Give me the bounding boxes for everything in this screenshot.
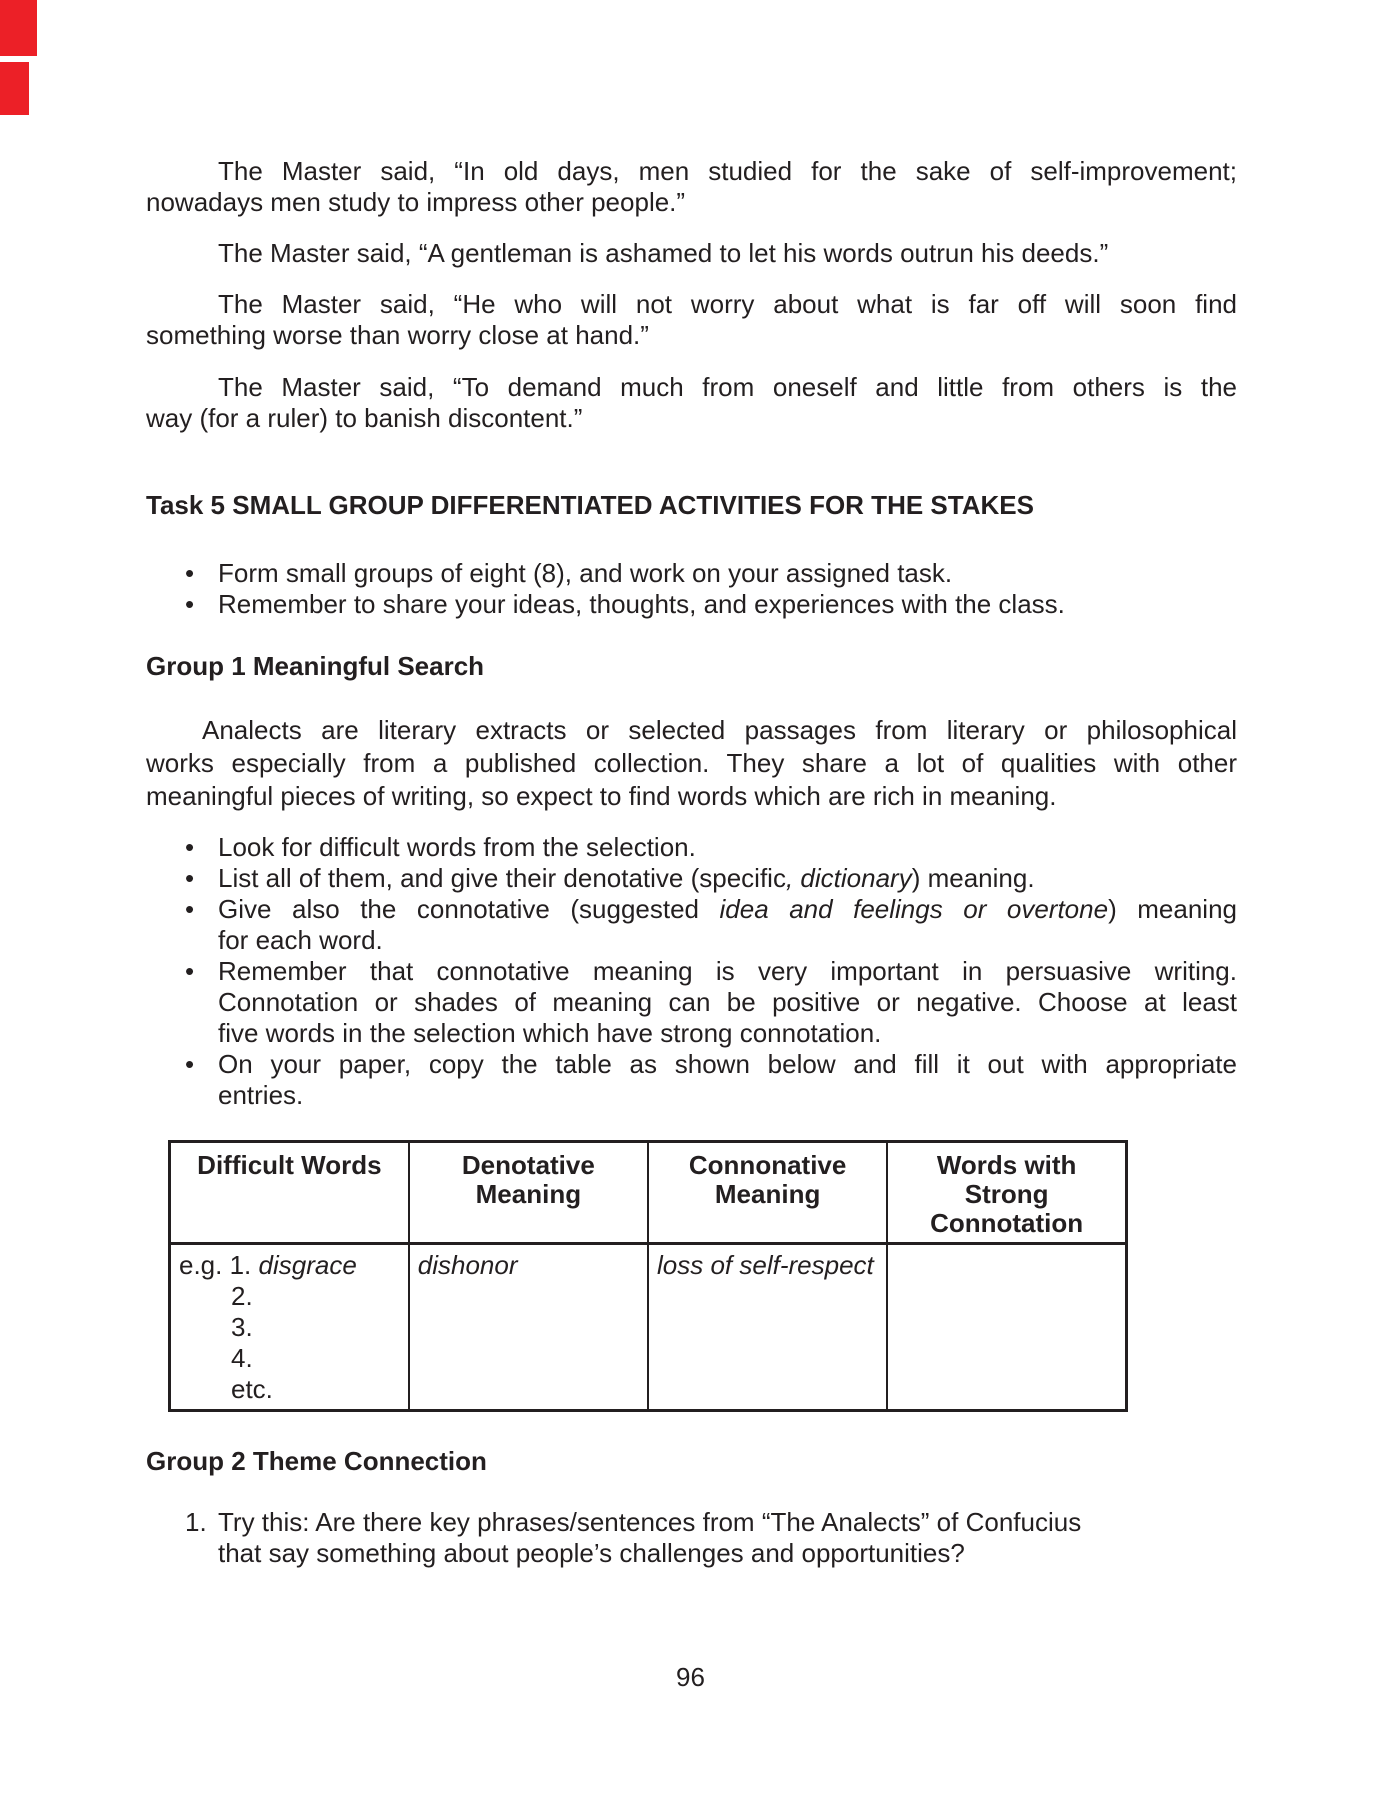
bullet-icon: • (185, 956, 195, 986)
connotation-table (168, 1140, 1128, 1412)
example-entry (179, 1250, 400, 1281)
text-run: entries. (218, 1080, 304, 1110)
list-item-text (218, 956, 1237, 987)
list-item-text (218, 1018, 1237, 1049)
text-run: Connotation or shades of meaning can be positive or negative. Choose at least (218, 987, 1237, 1017)
column-header-connonative-meaning: Connonative Meaning (648, 1142, 887, 1244)
intro-line: Analects are literary extracts or selected passages from literary or philosophical (202, 715, 1237, 745)
cell-words-strong-connotation (887, 1244, 1126, 1411)
text-run: Look for difficult words from the selection. (218, 832, 696, 862)
quote-line: The Master said, “In old days, men studied for the sake of self-improvement; (218, 156, 1237, 186)
quote-line: way (for a ruler) to banish discontent.” (146, 403, 583, 433)
quote-line: The Master said, “To demand much from oneself and little from others is the (218, 372, 1237, 402)
quote-paragraph-1 (146, 156, 1237, 218)
numbered-blank: 3. (231, 1312, 253, 1342)
text-run: ) meaning (1108, 894, 1237, 924)
list-item-text: Try this: Are there key phrases/sentences from “The Analects” of Confucius (218, 1507, 1082, 1537)
list-item-text (218, 863, 1237, 894)
list-item-text (218, 987, 1237, 1018)
page-number: 96 (676, 1662, 705, 1692)
list-item-text (218, 1080, 1237, 1111)
list-item (146, 832, 1237, 863)
cell-denotative-meaning: dishonor (409, 1244, 648, 1411)
cell-difficult-words (170, 1244, 409, 1411)
quote-line: nowadays men study to impress other people.” (146, 187, 686, 217)
list-number: 1. (185, 1507, 207, 1537)
group2-heading: Group 2 Theme Connection (146, 1446, 487, 1476)
text-run: On your paper, copy the table as shown below and fill it out with appropriate (218, 1049, 1237, 1079)
list-item-text (218, 832, 1237, 863)
italic-text-run: disgrace (258, 1250, 357, 1280)
bullet-icon: • (185, 558, 195, 588)
table-header-row (170, 1142, 1127, 1244)
bullet-icon: • (185, 894, 195, 924)
task5-bullet-list (146, 558, 1237, 620)
italic-text-run: , dictionary (785, 863, 912, 893)
bullet-icon: • (185, 863, 195, 893)
text-run: for each word. (218, 925, 383, 955)
numbered-blank: 2. (231, 1281, 253, 1311)
table-row (170, 1244, 1127, 1411)
numbered-blank: etc. (231, 1374, 273, 1404)
column-header-difficult-words: Difficult Words (170, 1142, 409, 1244)
list-item-text: Remember to share your ideas, thoughts, and experiences with the class. (218, 589, 1065, 619)
column-header-denotative-meaning: Denotative Meaning (409, 1142, 648, 1244)
numbered-blank: 4. (231, 1343, 253, 1373)
text-run: five words in the selection which have strong connotation. (218, 1018, 882, 1048)
intro-line: meaningful pieces of writing, so expect to find words which are rich in meaning. (146, 781, 1057, 811)
list-item (146, 894, 1237, 956)
list-item (146, 1507, 1237, 1569)
list-item (146, 558, 1237, 589)
quote-paragraph-4 (146, 372, 1237, 434)
quote-line: The Master said, “A gentleman is ashamed to let his words outrun his deeds.” (218, 238, 1109, 268)
task5-heading: Task 5 SMALL GROUP DIFFERENTIATED ACTIVITIES FOR THE STAKES (146, 490, 1034, 520)
list-item (146, 1049, 1237, 1111)
text-run: e.g. 1. (179, 1250, 259, 1280)
bullet-icon: • (185, 589, 195, 619)
text-run: ) meaning. (911, 863, 1035, 893)
quote-line: something worse than worry close at hand.” (146, 320, 649, 350)
list-item-text: Form small groups of eight (8), and work on your assigned task. (218, 558, 953, 588)
list-item-text (218, 925, 1237, 956)
scan-artifact-red-bar-top (0, 0, 37, 56)
column-header-words-strong-connotation: Words with Strong Connotation (887, 1142, 1126, 1244)
group1-bullet-list (146, 832, 1237, 1111)
text-run: Give also the connotative (suggested (218, 894, 720, 924)
bullet-icon: • (185, 832, 195, 862)
group2-numbered-list (146, 1507, 1237, 1569)
cell-connonative-meaning: loss of self-respect (648, 1244, 887, 1411)
group1-heading: Group 1 Meaningful Search (146, 651, 485, 681)
list-item (146, 956, 1237, 1049)
page-content (146, 156, 1237, 1569)
bullet-icon: • (185, 1049, 195, 1079)
text-run: Remember that connotative meaning is very important in persuasive writing. (218, 956, 1237, 986)
quote-paragraph-3 (146, 289, 1237, 351)
quote-line: The Master said, “He who will not worry about what is far off will soon find (218, 289, 1237, 319)
list-item-text (218, 1049, 1237, 1080)
group1-intro-paragraph (146, 714, 1237, 813)
quote-paragraph-2 (146, 238, 1237, 269)
intro-line: works especially from a published collection. They share a lot of qualities with other (146, 748, 1237, 778)
list-item-text: that say something about people’s challenges and opportunities? (218, 1538, 965, 1568)
text-run: List all of them, and give their denotative (specific (218, 863, 786, 893)
scan-artifact-red-bar-bottom (0, 62, 29, 115)
list-item (146, 589, 1237, 620)
list-item (146, 863, 1237, 894)
list-item-text (218, 894, 1237, 925)
italic-text-run: idea and feelings or overtone (719, 894, 1109, 924)
